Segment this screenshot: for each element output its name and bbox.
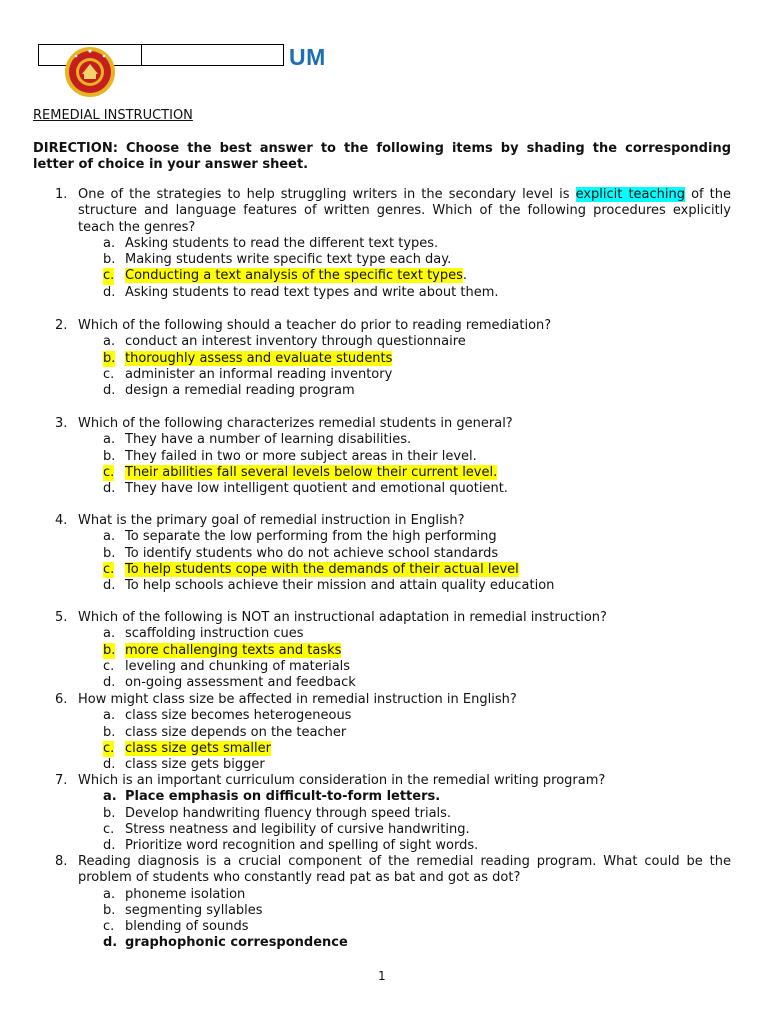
bold-answer: Place emphasis on difficult-to-form letters. [125, 789, 441, 805]
question-number: 5. [55, 610, 68, 625]
option-a [103, 236, 731, 252]
stem-text: What is the primary goal of remedial instruction in English? [78, 513, 465, 528]
option-text: administer an informal reading inventory [125, 366, 393, 382]
question-number: 3. [55, 416, 68, 431]
stem-text: Which is an important curriculum consideration in the remedial writing program? [78, 773, 606, 788]
question-7 [33, 773, 731, 854]
question-number: 1. [55, 187, 68, 202]
option-a [103, 626, 731, 642]
options-list [33, 708, 731, 773]
option-letter: a. [103, 334, 116, 350]
option-suffix: . [462, 268, 468, 284]
option-text: They have a number of learning disabilities. [125, 432, 412, 448]
option-d [103, 757, 731, 773]
option-letter: b. [103, 545, 116, 561]
highlighted-answer: more challenging texts and tasks [125, 642, 342, 658]
option-letter: a. [103, 529, 116, 545]
option-letter: a. [103, 789, 117, 805]
option-letter: c. [103, 821, 115, 837]
option-d [103, 838, 731, 854]
option-c [103, 822, 731, 838]
option-text: To help schools achieve their mission and attain quality education [125, 578, 555, 594]
options-list [33, 887, 731, 952]
option-letter: d. [103, 383, 116, 399]
option-text: They have low intelligent quotient and emotional quotient. [125, 481, 508, 497]
bold-answer: graphophonic correspondence [125, 935, 348, 951]
options-list [33, 626, 731, 691]
option-text: class size gets bigger [125, 757, 265, 773]
option-c [103, 367, 731, 383]
option-text: phoneme isolation [125, 886, 246, 902]
option-b [103, 252, 731, 268]
highlighted-answer: Conducting a text analysis of the specific text types [125, 268, 463, 284]
option-letter: b. [103, 805, 116, 821]
option-text: scaffolding instruction cues [125, 626, 304, 642]
section-heading: REMEDIAL INSTRUCTION [33, 108, 193, 123]
option-text: To identify students who do not achieve school standards [125, 545, 499, 561]
university-seal-logo [64, 46, 116, 98]
option-text: They failed in two or more subject areas in their level. [125, 448, 477, 464]
option-letter: d. [103, 757, 116, 773]
stem-text: Which of the following is NOT an instructional adaptation in remedial instruction? [78, 610, 607, 625]
option-text: class size depends on the teacher [125, 724, 347, 740]
question-stem [33, 513, 731, 529]
option-a [103, 789, 731, 805]
question-number: 8. [55, 854, 68, 869]
highlighted-answer: class size gets smaller [125, 740, 271, 756]
options-list [33, 529, 731, 594]
option-letter: b. [103, 350, 116, 366]
option-letter: d. [103, 935, 118, 951]
option-c [103, 465, 731, 481]
option-letter: c. [103, 366, 115, 382]
question-stem [33, 773, 731, 789]
option-text: Develop handwriting fluency through speed trials. [125, 805, 452, 821]
option-b [103, 725, 731, 741]
question-number: 6. [55, 692, 68, 707]
question-stem [33, 318, 731, 334]
option-c [103, 919, 731, 935]
option-letter: a. [103, 235, 116, 251]
option-d [103, 675, 731, 691]
question-4 [33, 513, 731, 594]
option-letter: b. [103, 724, 116, 740]
question-6 [33, 692, 731, 773]
option-letter: a. [103, 886, 116, 902]
option-b [103, 643, 731, 659]
question-5 [33, 610, 731, 691]
option-text: blending of sounds [125, 919, 249, 935]
option-b [103, 806, 731, 822]
option-letter: a. [103, 432, 116, 448]
question-number: 4. [55, 513, 68, 528]
option-d [103, 578, 731, 594]
option-text: design a remedial reading program [125, 383, 355, 399]
option-letter: d. [103, 578, 116, 594]
question-stem [33, 187, 731, 236]
question-number: 2. [55, 318, 68, 333]
option-b [103, 351, 731, 367]
option-d [103, 481, 731, 497]
options-list [33, 236, 731, 301]
direction-text: DIRECTION: Choose the best answer to the following items by shading the corresponding letter of choice in your answer sheet. [33, 141, 731, 172]
option-text: Asking students to read the different text types. [125, 235, 439, 251]
option-letter: c. [103, 919, 115, 935]
question-1 [33, 187, 731, 301]
page-number: 1 [378, 969, 386, 983]
option-letter: d. [103, 481, 116, 497]
option-letter: c. [103, 658, 115, 674]
option-text: leveling and chunking of materials [125, 658, 351, 674]
option-c [103, 562, 731, 578]
option-letter: c. [103, 464, 115, 480]
question-stem [33, 692, 731, 708]
option-c [103, 741, 731, 757]
highlighted-answer: To help students cope with the demands of their actual level [125, 561, 519, 577]
option-text: class size becomes heterogeneous [125, 708, 352, 724]
option-d [103, 935, 731, 951]
option-text: Making students write specific text type each day. [125, 252, 452, 268]
option-letter: b. [103, 902, 116, 918]
option-letter: b. [103, 642, 116, 658]
option-a [103, 529, 731, 545]
question-number: 7. [55, 773, 68, 788]
stem-text: One of the strategies to help struggling writers in the secondary level is [78, 187, 576, 202]
option-b [103, 546, 731, 562]
option-d [103, 285, 731, 301]
highlighted-answer: Their abilities fall several levels below their current level. [125, 464, 498, 480]
header-box-divider [141, 45, 142, 65]
option-b [103, 449, 731, 465]
option-letter: a. [103, 708, 116, 724]
question-stem [33, 854, 731, 887]
question-stem [33, 610, 731, 626]
option-a [103, 334, 731, 350]
option-c [103, 268, 731, 284]
brand-text: UM [289, 44, 326, 70]
option-a [103, 887, 731, 903]
options-list [33, 432, 731, 497]
option-b [103, 903, 731, 919]
option-letter: d. [103, 838, 116, 854]
options-list [33, 789, 731, 854]
question-8 [33, 854, 731, 952]
stem-text: of the structure and language features of written genres. Which of the following procedures explicitly teach the genres? [78, 187, 731, 235]
option-text: Prioritize word recognition and spelling of sight words. [125, 838, 479, 854]
option-text: Asking students to read text types and write about them. [125, 284, 499, 300]
highlighted-term: explicit teaching [575, 187, 685, 202]
question-stem [33, 416, 731, 432]
option-a [103, 432, 731, 448]
option-letter: d. [103, 675, 116, 691]
option-text: on-going assessment and feedback [125, 675, 356, 691]
option-letter: d. [103, 284, 116, 300]
stem-text: Which of the following should a teacher do prior to reading remediation? [78, 318, 552, 333]
option-letter: a. [103, 626, 116, 642]
option-letter: c. [103, 268, 115, 284]
option-text: segmenting syllables [125, 902, 263, 918]
option-letter: c. [103, 740, 115, 756]
option-text: Stress neatness and legibility of cursive handwriting. [125, 821, 470, 837]
option-letter: c. [103, 561, 115, 577]
options-list [33, 334, 731, 399]
highlighted-answer: thoroughly assess and evaluate students [125, 350, 393, 366]
option-text: To separate the low performing from the high performing [125, 529, 497, 545]
question-2 [33, 318, 731, 399]
option-letter: b. [103, 252, 116, 268]
option-letter: b. [103, 448, 116, 464]
option-a [103, 708, 731, 724]
option-text: conduct an interest inventory through questionnaire [125, 334, 466, 350]
stem-text: How might class size be affected in remedial instruction in English? [78, 692, 517, 707]
question-3 [33, 416, 731, 497]
option-d [103, 383, 731, 399]
stem-text: Reading diagnosis is a crucial component of the remedial reading program. What could be the problem of students who constantly read pat as bat and got as dot? [78, 854, 731, 886]
stem-text: Which of the following characterizes remedial students in general? [78, 416, 513, 431]
option-c [103, 659, 731, 675]
